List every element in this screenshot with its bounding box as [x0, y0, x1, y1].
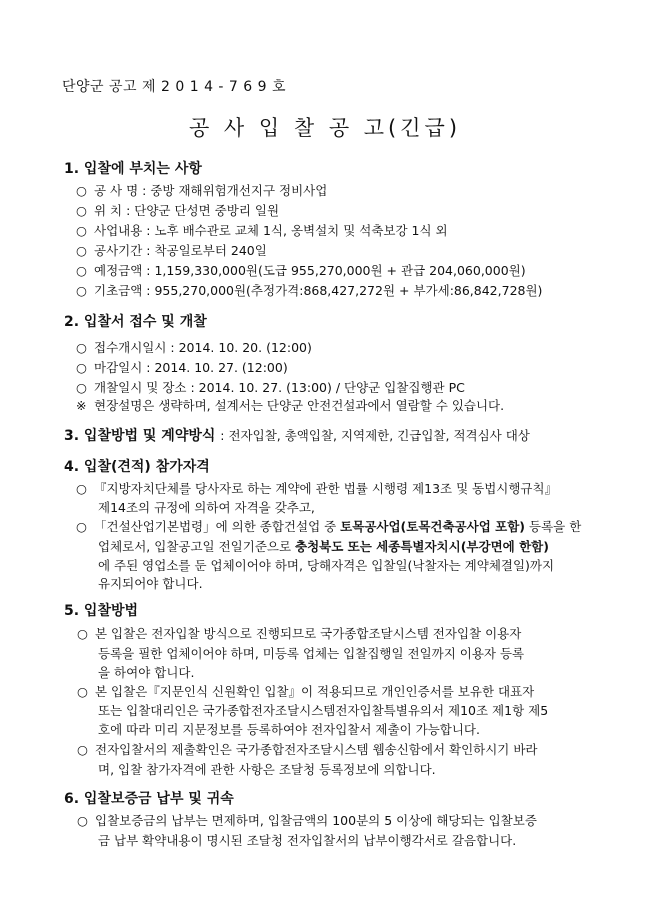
bullet-icon: ○ [76, 360, 87, 375]
section4-heading: 4. 입찰(견적) 참가자격 [64, 459, 210, 475]
reference-mark-icon: ※ [76, 398, 87, 413]
section5-heading: 5. 입찰방법 [64, 603, 139, 619]
section5-item1-line: 등록을 필한 업체이어야 하며, 미등록 업체는 입찰집행일 전일까지 이용자 등록 [98, 646, 525, 661]
section5-item2-line: ○ 본 입찰은『지문인식 신원확인 입찰』이 적용되므로 개인인증서를 보유한 대표자 [77, 684, 535, 699]
bullet-icon: ○ [76, 380, 87, 395]
section6-item1-line: ○ 입찰보증금의 납부는 면제하며, 입찰금액의 100분의 5 이상에 해당되는 입찰보증 [77, 813, 537, 828]
bullet-icon: ○ [77, 626, 88, 641]
section5-item2-line: 호에 따라 미리 지문정보를 등록하여야 전자입찰서 제출이 가능합니다. [98, 722, 480, 737]
section6-item1-line: 금 납부 확약내용이 명시된 조달청 전자입찰서의 납부이행각서로 갈음합니다. [98, 833, 517, 848]
section2-note: ※ 현장설명은 생략하며, 설계서는 단양군 안전건설과에서 열람할 수 있습니다. [76, 398, 505, 413]
section1-heading: 1. 입찰에 부치는 사항 [64, 161, 202, 177]
notice-number: 단양군 공고 제 2 0 1 4 - 7 6 9 호 [62, 79, 287, 95]
document-title: 공 사 입 찰 공 고(긴급) [188, 116, 462, 140]
section2-item: ○ 접수개시일시 : 2014. 10. 20. (12:00) [76, 340, 312, 355]
bullet-icon: ○ [76, 519, 87, 534]
section2-item: ○ 마감일시 : 2014. 10. 27. (12:00) [76, 360, 288, 375]
section6-heading: 6. 입찰보증금 납부 및 귀속 [64, 791, 234, 807]
section1-item: ○ 공사기간 : 착공일로부터 240일 [76, 243, 267, 258]
bullet-icon: ○ [77, 742, 88, 757]
section4-item2-line: ○ 「건설산업기본법령」에 의한 종합건설업 중 토목공사업(토목건축공사업 포함) 등록을 한 [76, 519, 582, 534]
bullet-icon: ○ [76, 223, 87, 238]
bullet-icon: ○ [76, 481, 87, 496]
section1-item: ○ 공 사 명 : 중방 재해위험개선지구 정비사업 [76, 183, 328, 198]
bullet-icon: ○ [77, 684, 88, 699]
section4-item2-line: 유지되어야 합니다. [98, 576, 203, 591]
section2-item: ○ 개찰일시 및 장소 : 2014. 10. 27. (13:00) / 단양군 입찰집행관 PC [76, 380, 465, 395]
section5-item3-line: ○ 전자입찰서의 제출확인은 국가종합전자조달시스템 웹송신함에서 확인하시기 바라 [77, 742, 538, 757]
section2-heading: 2. 입찰서 접수 및 개찰 [64, 314, 207, 330]
section1-item: ○ 위 치 : 단양군 단성면 중방리 일원 [76, 203, 280, 218]
section5-item2-line: 또는 입찰대리인은 국가종합전자조달시스템전자입찰특별유의서 제10조 제1항 제5 [98, 703, 549, 718]
bullet-icon: ○ [77, 813, 88, 828]
section4-item2-line: 에 주된 영업소를 둔 업체이어야 하며, 당해자격은 입찰일(낙찰자는 계약체결일)까지 [98, 558, 555, 573]
bullet-icon: ○ [76, 203, 87, 218]
bullet-icon: ○ [76, 283, 87, 298]
bullet-icon: ○ [76, 183, 87, 198]
section4-item2-line: 업체로서, 입찰공고일 전일기준으로 충청북도 또는 세종특별자치시(부강면에 한함) [98, 539, 549, 554]
bullet-icon: ○ [76, 243, 87, 258]
section3-text: : 전자입찰, 총액입찰, 지역제한, 긴급입찰, 적격심사 대상 [220, 428, 530, 443]
section5-item1-line: 을 하여야 합니다. [98, 665, 195, 680]
bullet-icon: ○ [76, 340, 87, 355]
section1-item: ○ 예정금액 : 1,159,330,000원(도급 955,270,000원 + 관급 204,060,000원) [76, 263, 526, 278]
section3-heading: 3. 입찰방법 및 계약방식 : 전자입찰, 총액입찰, 지역제한, 긴급입찰, 적격심사 대상 [64, 428, 530, 444]
section5-item1-line: ○ 본 입찰은 전자입찰 방식으로 진행되므로 국가종합조달시스템 전자입찰 이용자 [77, 626, 522, 641]
section1-item: ○ 기초금액 : 955,270,000원(추정가격:868,427,272원 + 부가세:86,842,728원) [76, 283, 543, 298]
section1-item: ○ 사업내용 : 노후 배수관로 교체 1식, 옹벽설치 및 석축보강 1식 외 [76, 223, 448, 238]
bullet-icon: ○ [76, 263, 87, 278]
section4-item1-line: 제14조의 규정에 의하여 자격을 갖추고, [98, 500, 315, 515]
section4-item1-line: ○ 『지방자치단체를 당사자로 하는 계약에 관한 법률 시행령 제13조 및 동법시행규칙』 [76, 481, 558, 496]
section5-item3-line: 며, 입찰 참가자격에 관한 사항은 조달청 등록정보에 의합니다. [98, 762, 436, 777]
